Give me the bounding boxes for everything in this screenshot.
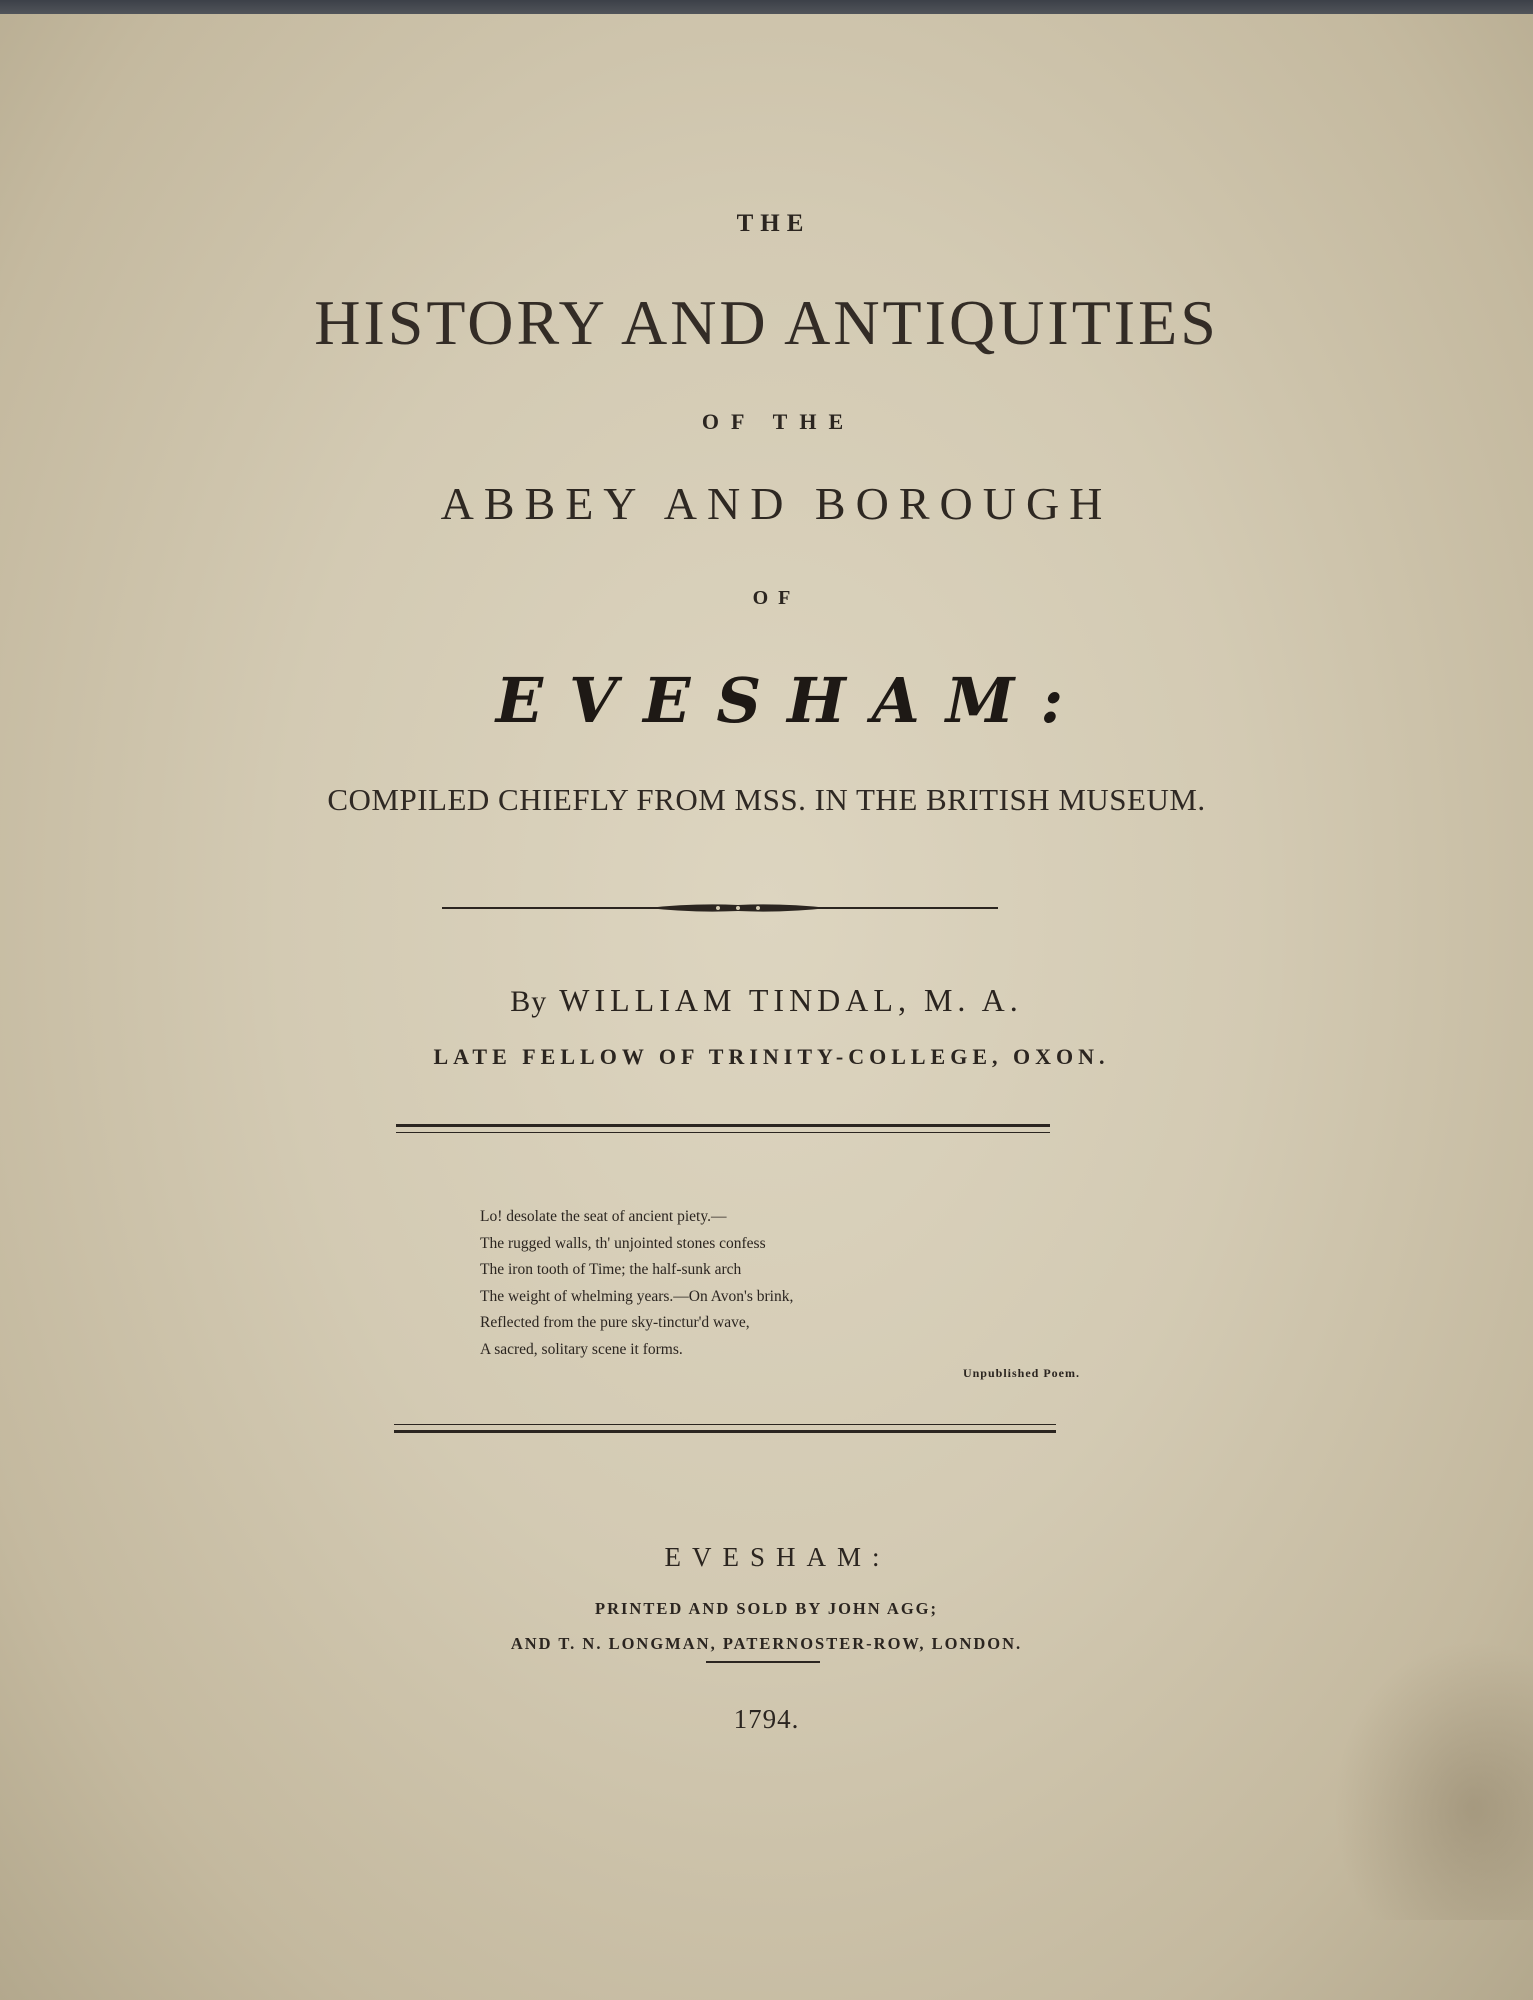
double-rule-bottom-thick: [394, 1430, 1056, 1433]
author-line: [0, 982, 1533, 1019]
title-connector-of: OF: [752, 587, 801, 609]
epigraph-line: Lo! desolate the seat of ancient piety.—: [480, 1208, 727, 1225]
epigraph-line: The weight of whelming years.—On Avon's brink,: [480, 1287, 794, 1305]
title-page: [0, 14, 1533, 2000]
imprint-place: EVESHAM:: [664, 1542, 891, 1572]
main-title: HISTORY AND ANTIQUITIES: [314, 287, 1219, 358]
double-rule-top-thin: [396, 1132, 1050, 1133]
subtitle: COMPILED CHIEFLY FROM MSS. IN THE BRITISH MUSEUM.: [327, 782, 1206, 817]
author-credentials: LATE FELLOW OF TRINITY-COLLEGE, OXON.: [433, 1044, 1110, 1069]
epigraph-line: The rugged walls, th' unjointed stones confess: [480, 1234, 766, 1252]
epigraph-line: The iron tooth of Time; the half-sunk arch: [480, 1261, 742, 1278]
paper-stain: [1333, 1640, 1533, 1920]
double-rule-top-thick: [396, 1124, 1050, 1127]
title-subject: ABBEY AND BOROUGH: [440, 478, 1113, 529]
rule-ornament-icon: [648, 902, 828, 914]
publication-year: 1794.: [733, 1704, 800, 1734]
imprint-printer: PRINTED AND SOLD BY JOHN AGG;: [595, 1599, 938, 1618]
title-article: THE: [736, 210, 811, 237]
epigraph-line: Reflected from the pure sky-tinctur'd wave,: [480, 1314, 750, 1331]
epigraph-attribution: Unpublished Poem.: [962, 1366, 1080, 1380]
by-word: By: [510, 985, 548, 1018]
title-place-gothic: EVESHAM:: [495, 664, 1090, 737]
short-rule: [706, 1661, 820, 1663]
title-connector-of-the: OF THE: [701, 409, 856, 434]
author-name: WILLIAM TINDAL, M. A.: [559, 982, 1023, 1018]
epigraph: [480, 1204, 1100, 1363]
imprint-seller: AND T. N. LONGMAN, PATERNOSTER-ROW, LONDON.: [510, 1634, 1023, 1653]
double-rule-bottom-thin: [394, 1424, 1056, 1425]
epigraph-line: A sacred, solitary scene it forms.: [480, 1340, 683, 1358]
